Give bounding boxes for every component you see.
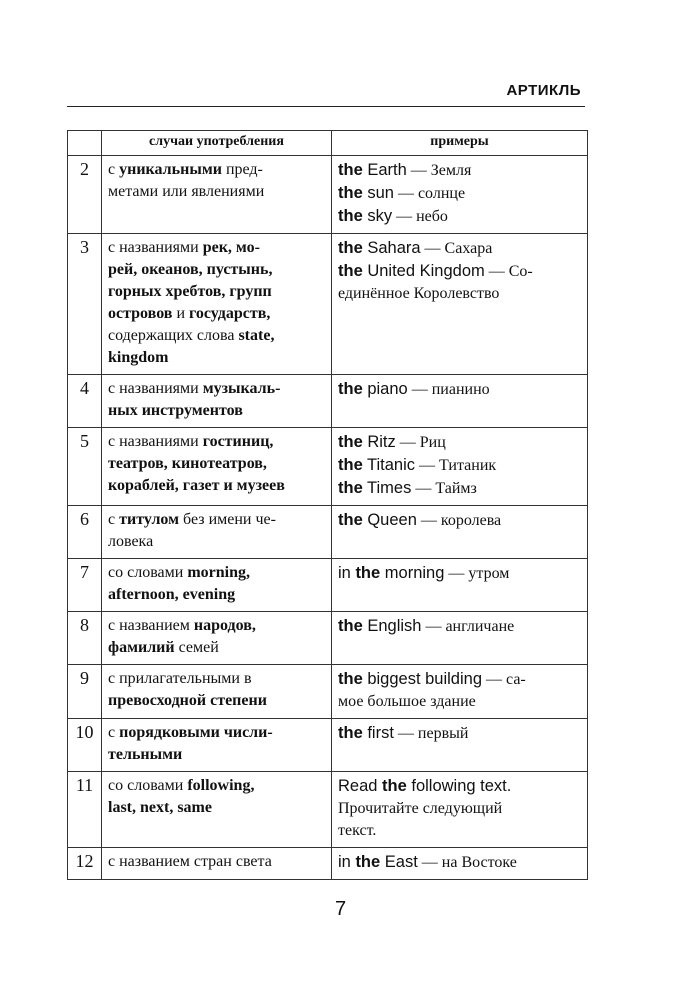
table-row [68,665,588,719]
examples-cell [332,428,588,506]
usage-case-line [108,453,325,475]
article-the: the [338,239,363,257]
row-number: 2 [68,156,102,234]
example-translation: — небо [392,208,448,225]
article-the: the [338,433,363,451]
usage-case-line [108,259,325,281]
usage-keyword: горных хребтов, групп [108,283,272,300]
usage-case-line [108,400,325,422]
example-translation: — королева [416,512,502,529]
usage-text: без имени че- [179,511,276,528]
example-translation: — на Востоке [417,854,517,871]
table-row [68,506,588,559]
example-line [338,182,581,205]
example-translation: единённое Королевство [338,285,500,302]
row-number: 9 [68,665,102,719]
example-translation: текст. [338,822,377,839]
article-the: the [355,853,381,871]
example-line [338,260,581,283]
example-translation: Прочитайте следующий [338,800,503,817]
example-translation: — пианино [407,381,490,398]
usage-keyword: кораблей, газет и музеев [108,477,285,494]
example-translation: — Сахара [420,240,493,257]
usage-text: с названиями [108,380,203,397]
examples-cell [332,612,588,665]
article-the: the [382,777,407,795]
example-line [338,477,581,500]
example-translation: — солнце [393,185,466,202]
usage-keyword: государств, [189,305,271,322]
example-line [338,159,581,182]
article-usage-table [67,130,588,880]
example-english: Titanic [362,456,416,474]
usage-keyword: порядковыми числи- [119,724,273,741]
example-english: in [338,564,356,582]
usage-keyword: afternoon, evening [108,586,236,603]
article-the: the [338,262,363,280]
usage-case-line [108,281,325,303]
example-english: United Kingdom [362,262,485,280]
usage-keyword: титулом [119,511,180,528]
usage-case-cell [102,772,332,848]
usage-text: с названием [108,617,194,634]
table-row [68,156,588,234]
header-divider [67,106,585,107]
table-header-row [68,131,588,156]
usage-text: с названиями [108,433,203,450]
example-line [338,431,581,454]
usage-keyword: гостиниц, [202,433,274,450]
usage-case-cell [102,375,332,428]
usage-keyword: last, next, same [108,799,212,816]
usage-case-line [108,722,325,744]
row-number: 3 [68,234,102,375]
page-number: 7 [334,898,347,920]
row-number: 8 [68,612,102,665]
usage-text: с [108,724,120,741]
usage-case-cell [102,719,332,772]
usage-case-line [108,159,325,181]
row-number: 5 [68,428,102,506]
example-english: Times [362,479,412,497]
table-row [68,375,588,428]
usage-case-line [108,531,325,553]
usage-case-line [108,668,325,690]
example-translation: — Титаник [415,457,497,474]
example-translation: — первый [393,725,469,742]
usage-case-line [108,181,325,203]
example-line [338,798,581,820]
example-translation: — Земля [406,162,472,179]
article-the: the [338,617,363,635]
examples-cell [332,719,588,772]
example-english: East [380,853,418,871]
row-number: 7 [68,559,102,612]
usage-case-line [108,347,325,369]
example-translation: — утром [444,565,510,582]
usage-text: с названием стран света [108,853,272,870]
usage-text: и [172,305,189,322]
row-number: 6 [68,506,102,559]
example-english: Queen [362,511,417,529]
example-line [338,509,581,532]
usage-text: метами или явлениями [108,183,265,200]
article-the: the [355,564,381,582]
column-header-number [68,131,102,156]
table-row [68,612,588,665]
example-line [338,205,581,228]
examples-cell [332,665,588,719]
example-english: in [338,853,356,871]
usage-case-line [108,378,325,400]
usage-text: с [108,161,120,178]
row-number: 10 [68,719,102,772]
table-row [68,234,588,375]
usage-text: с прилагательными в [108,670,252,687]
example-line [338,851,581,874]
example-english: piano [362,380,408,398]
usage-case-line [108,237,325,259]
table-row [68,848,588,880]
usage-case-line [108,303,325,325]
article-the: the [338,724,363,742]
example-english: sky [362,207,393,225]
usage-text: семей [174,639,219,656]
usage-case-cell [102,612,332,665]
row-number: 4 [68,375,102,428]
example-line [338,237,581,260]
article-the: the [338,670,363,688]
example-english: Earth [362,161,407,179]
examples-cell [332,375,588,428]
usage-case-line [108,431,325,453]
article-the: the [338,380,363,398]
example-translation: — Таймз [411,480,477,497]
example-translation: мое большое здание [338,693,476,710]
section-title: АРТИКЛЬ [506,82,581,99]
example-line [338,283,581,305]
example-english: Read [338,777,383,795]
article-the: the [338,479,363,497]
example-line [338,378,581,401]
article-the: the [338,511,363,529]
usage-keyword: тельными [108,746,183,763]
usage-case-line [108,775,325,797]
example-english: morning [380,564,445,582]
usage-keyword: театров, кинотеатров, [108,455,267,472]
usage-keyword: превосходной степени [108,692,267,709]
usage-keyword: народов, [193,617,256,634]
usage-case-cell [102,506,332,559]
column-header-examples: примеры [332,131,588,156]
usage-text: с названиями [108,239,203,256]
example-line [338,775,581,798]
example-translation: — са- [482,671,526,688]
row-number: 12 [68,848,102,880]
usage-case-cell [102,559,332,612]
usage-text: пред- [221,161,263,178]
usage-keyword: ных инструментов [108,402,243,419]
usage-keyword: островов [108,305,173,322]
usage-keyword: morning, [187,564,250,581]
usage-case-line [108,584,325,606]
example-line [338,668,581,691]
usage-case-line [108,325,325,347]
article-the: the [338,207,363,225]
example-english: first [362,724,394,742]
usage-keyword: following, [187,777,255,794]
example-line [338,691,581,713]
usage-text: с [108,511,120,528]
row-number: 11 [68,772,102,848]
article-the: the [338,184,363,202]
usage-keyword: уникальными [119,161,222,178]
example-english: biggest building [362,670,483,688]
table-row [68,559,588,612]
usage-keyword: kingdom [108,349,169,366]
usage-case-line [108,509,325,531]
usage-case-cell [102,428,332,506]
example-english: sun [362,184,394,202]
usage-keyword: фамилий [108,639,175,656]
example-line [338,562,581,585]
example-line [338,615,581,638]
example-english: Ritz [362,433,396,451]
usage-keyword: музыкаль- [202,380,281,397]
usage-case-line [108,797,325,819]
usage-case-cell [102,234,332,375]
usage-case-cell [102,156,332,234]
usage-case-line [108,637,325,659]
example-translation: — англичане [421,618,515,635]
examples-cell [332,848,588,880]
examples-cell [332,234,588,375]
article-the: the [338,456,363,474]
usage-case-line [108,475,325,497]
usage-keyword: рей, океанов, пустынь, [108,261,273,278]
usage-keyword: state, [238,327,275,344]
example-translation: — Риц [395,434,446,451]
usage-case-cell [102,665,332,719]
example-line [338,454,581,477]
examples-cell [332,506,588,559]
example-line [338,820,581,842]
table-row [68,428,588,506]
usage-case-line [108,744,325,766]
example-line [338,722,581,745]
article-the: the [338,161,363,179]
usage-text: содержащих слова [108,327,239,344]
usage-keyword: рек, мо- [202,239,260,256]
table-row [68,772,588,848]
usage-case-line [108,562,325,584]
example-english: Sahara [362,239,421,257]
column-header-cases: случаи употребления [102,131,332,156]
usage-case-cell [102,848,332,880]
usage-case-line [108,615,325,637]
usage-text: со словами [108,777,188,794]
examples-cell [332,559,588,612]
usage-text: со словами [108,564,188,581]
table-row [68,719,588,772]
usage-case-line [108,851,325,873]
example-english: English [362,617,422,635]
example-translation: — Со- [484,263,533,280]
examples-cell [332,156,588,234]
usage-case-line [108,690,325,712]
examples-cell [332,772,588,848]
usage-text: ловека [108,533,154,550]
example-english: following text. [406,777,512,795]
